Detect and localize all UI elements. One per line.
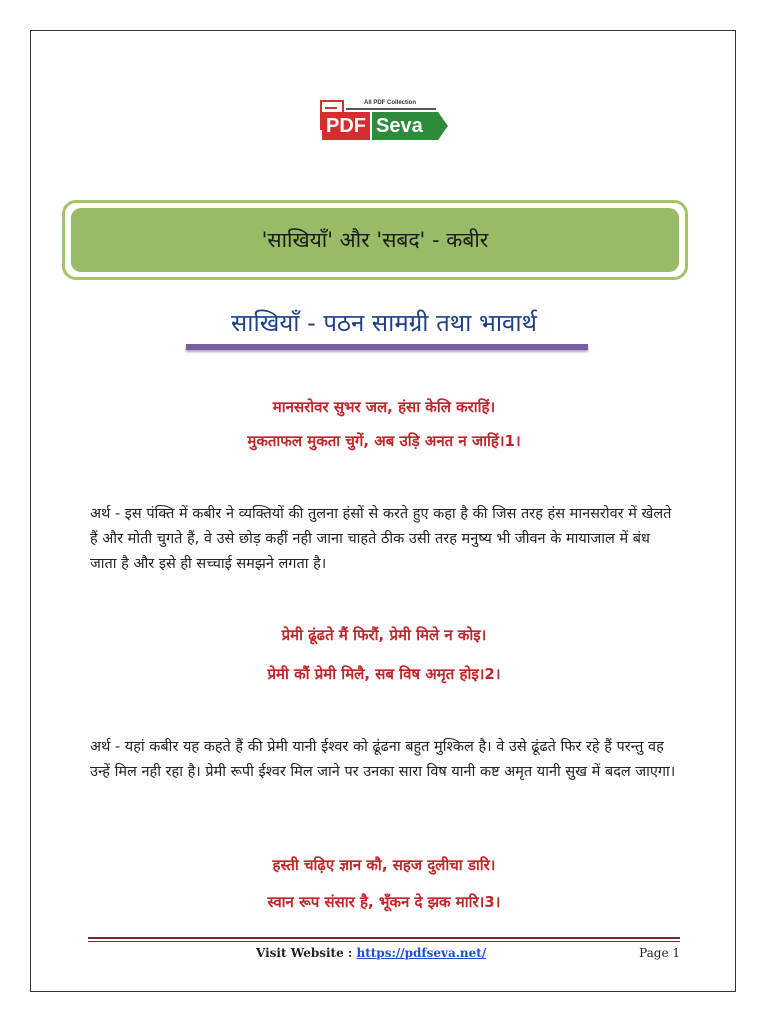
page-number: Page 1: [639, 946, 680, 960]
logo-caption: All PDF Collection: [364, 100, 417, 106]
logo-pdf-text: PDF: [322, 112, 370, 140]
verse-1-line-1: मानसरोवर सुभर जल, हंसा केलि कराहिं।: [272, 398, 496, 416]
website-link[interactable]: https://pdfseva.net/: [356, 946, 487, 960]
meaning-2: अर्थ - यहां कबीर यह कहते हैं की प्रेमी यानी ईश्वर को ढूंढना बहुत मुश्किल है। वे उसे ढूंढते फिर रहे हैं परन्तु वह उन्हें मिल नही रहा है। प्रेमी रूपी ईश्वर मिल जाने पर उनका सारा विष यानी कष्ट अमृत यानी सुख में बदल जाएगा।: [90, 739, 676, 780]
section-heading: साखियाँ - पठन सामग्री तथा भावार्थ: [231, 309, 537, 337]
verse-3-line-1: हस्ती चढ़िए ज्ञान कौ, सहज दुलीचा डारि।: [272, 856, 496, 874]
meaning-1: अर्थ - इस पंक्ति में कबीर ने व्यक्तियों की तुलना हंसों से करते हुए कहा है की जिस तरह हंस मानसरोवर में खेलते हैं और मोती चुगते हैं, वे उसे छोड़ कहीं नही जाना चाहते ठीक उसी तरह मनुष्य भी जीवन के मायाजाल में बंध जाता है और इसे ही सच्चाई समझने लगता है।: [90, 506, 672, 572]
logo-seva-text: Seva: [372, 112, 438, 140]
heading-underline: [186, 344, 588, 350]
footer-rule: [88, 937, 680, 939]
footer-visit: [256, 946, 486, 960]
pdfseva-logo[interactable]: [320, 96, 448, 150]
visit-label: Visit Website :: [256, 946, 357, 960]
footer-rule-thin: [88, 941, 680, 942]
arrow-icon: [438, 112, 448, 140]
title-box: [62, 200, 688, 280]
verse-2-line-1: प्रेमी ढूंढते मैं फिरौं, प्रेमी मिले न कोइ।: [281, 626, 487, 644]
page-title: 'साखियाँ' और 'सबद' - कबीर: [71, 208, 679, 272]
verse-3-line-2: स्वान रूप संसार है, भूँकन दे झक मारि।3।: [267, 893, 501, 911]
verse-2-line-2: प्रेमी कौं प्रेमी मिलै, सब विष अमृत होइ।2।: [267, 665, 501, 683]
footer: [88, 946, 680, 962]
verse-1-line-2: मुकताफल मुकता चुगें, अब उड़ि अनत न जाहिं।1।: [247, 432, 521, 450]
logo-divider: [346, 108, 436, 110]
